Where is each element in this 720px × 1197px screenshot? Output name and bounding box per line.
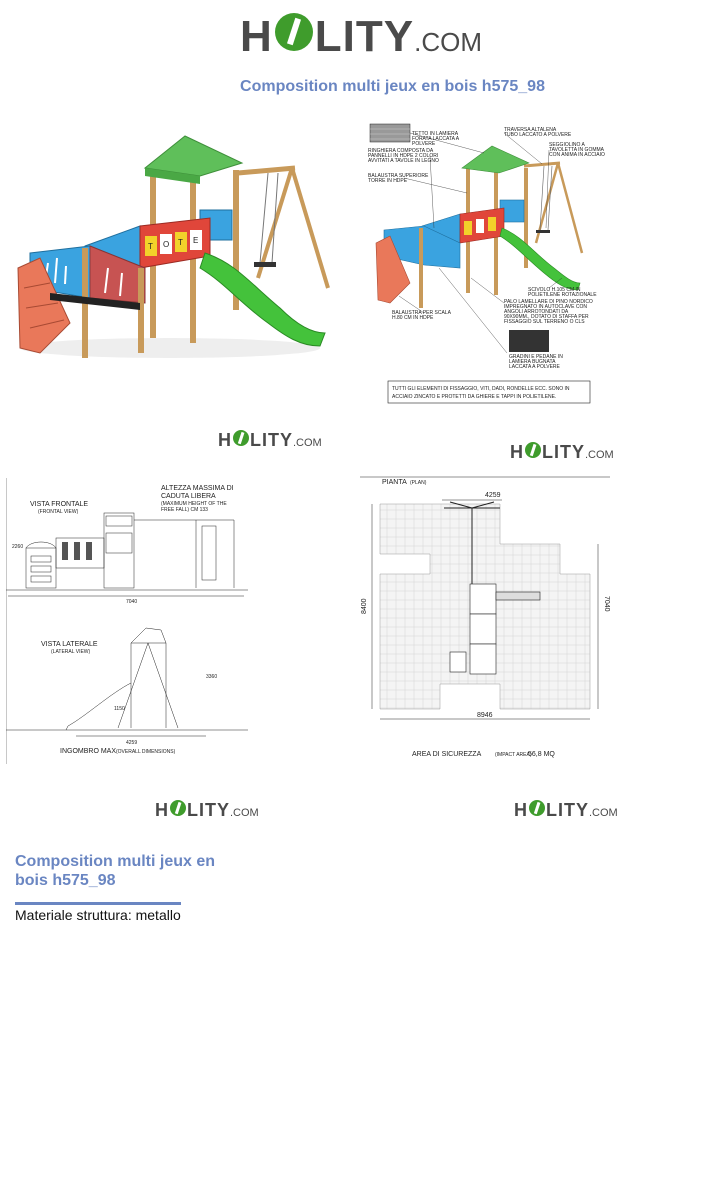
technical-diagram[interactable] [364, 118, 608, 408]
logo-text-h: H [514, 800, 528, 820]
label-upper-rail-1: BALAUSTRA SUPERIORE [368, 173, 429, 179]
plan-bottom-dim: 8946 [477, 712, 493, 719]
label-post-5: FISSAGGIO SUL TERRENO O CLS [504, 319, 585, 325]
label-seat-2: TAVOLETTA IN GOMMA [549, 147, 605, 153]
logo-text-com: .COM [589, 807, 618, 819]
title-underline [15, 902, 181, 905]
holity-logo-small-1 [218, 430, 322, 451]
logo-text-lity: LITY [314, 12, 415, 61]
fall-height-line-1: ALTEZZA MASSIMA DI [161, 485, 234, 492]
logo-text-h: H [218, 430, 232, 450]
logo-text-lity: LITY [546, 800, 589, 820]
bridge-letter-2: O [163, 240, 170, 249]
logo-text-lity: LITY [542, 442, 585, 462]
logo-o-icon [275, 13, 313, 51]
bridge-letter-1: T [148, 242, 153, 251]
label-railing-1: RINGHIERA COMPOSTA DA [368, 148, 434, 154]
logo-o-icon [525, 442, 541, 458]
safety-area-subtitle: (IMPACT AREA) [495, 752, 532, 758]
note-line-2: ACCIAIO ZINCATO E PROTETTI DA GHIERE E TAPPI IN POLIETILENE. [392, 394, 557, 400]
label-post-1: PALO LAMELLARE DI PINO NORDICO [504, 299, 593, 305]
fall-height-line-4: FREE FALL) CM 133 [161, 507, 208, 513]
fall-height-line-3: (MAXIMUM HEIGHT OF THE [161, 501, 227, 507]
holity-logo-small-2 [510, 442, 614, 463]
plan-top-dim: 4259 [485, 492, 501, 499]
logo-text-h: H [155, 800, 169, 820]
logo-text-com: .COM [230, 807, 259, 819]
label-swing-beam-2: TUBO LACCATO A POLVERE [504, 132, 572, 138]
label-steps-1: GRADINI E PEDANE IN [509, 354, 563, 360]
label-post-2: IMPREGNATO IN AUTOCLAVE CON [504, 304, 587, 310]
side-height-dim: 3360 [206, 674, 218, 680]
overall-dimensions-subtitle: (OVERALL DIMENSIONS) [116, 749, 176, 755]
logo-text-lity: LITY [187, 800, 230, 820]
elevation-drawing[interactable] [6, 478, 248, 764]
label-stair-rail-1: BALAUSTRA PER SCALA [392, 310, 451, 316]
label-stair-rail-2: H.80 CM IN HDPE [392, 315, 434, 321]
logo-text-lity: LITY [250, 430, 293, 450]
side-width-dim: 4259 [126, 740, 138, 746]
label-swing-beam-1: TRAVERSA ALTALENA [504, 127, 557, 133]
label-post-4: 90X90MM., DOTATO DI STAFFA PER [504, 314, 589, 320]
plan-right-dim: 7040 [603, 596, 610, 612]
label-steps-3: LACCATA A POLVERE [509, 364, 560, 370]
label-post-3: ANGOLI ARROTONDATI DA [504, 309, 569, 315]
label-roof-3: POLVERE [412, 141, 436, 147]
safety-area-value: 56,8 MQ [528, 751, 555, 758]
plan-left-dim: 8400 [361, 598, 368, 614]
logo-text-h: H [510, 442, 524, 462]
bridge-letter-4: E [193, 236, 199, 245]
label-roof-1: TETTO IN LAMIERA [412, 131, 459, 137]
plan-title: PIANTA [382, 479, 407, 486]
label-railing-2: PANNELLI IN HDPE 2 COLORI [368, 153, 439, 159]
label-upper-rail-2: TORRE IN HDPE [368, 178, 408, 184]
front-view-subtitle: (FRONTAL VIEW) [38, 509, 79, 515]
holity-logo-small-3 [155, 800, 259, 821]
product-image[interactable] [10, 118, 340, 368]
plan-drawing[interactable] [360, 474, 610, 766]
note-line-1: TUTTI GLI ELEMENTI DI FISSAGGIO, VITI, DADI, RONDELLE ECC. SONO IN [392, 386, 570, 392]
front-height-dim: 2260 [12, 544, 24, 550]
material-spec [15, 907, 181, 923]
logo-text-com: .COM [585, 449, 614, 461]
label-roof-2: FORATA LACCATA A [412, 136, 460, 142]
logo-text-com: .COM [414, 27, 482, 57]
plan-subtitle: (PLAN) [410, 480, 427, 486]
side-small-dim: 1150 [114, 706, 125, 712]
label-seat-3: CON ANIMA IN ACCIAIO [549, 152, 605, 158]
label-seat-1: SEGGIOLINO A [549, 142, 585, 148]
holity-logo[interactable] [240, 12, 482, 62]
logo-text-h: H [240, 12, 273, 61]
logo-o-icon [233, 430, 249, 446]
overall-dimensions-title: INGOMBRO MAX [60, 748, 117, 755]
bridge-letter-3: T [178, 238, 183, 247]
label-steps-2: LAMIERA BUGNATA [509, 359, 556, 365]
label-slide-1: SCIVOLO H.105 CM IN [528, 287, 581, 293]
side-view-subtitle: (LATERAL VIEW) [51, 649, 91, 655]
holity-logo-small-4 [514, 800, 618, 821]
logo-o-icon [529, 800, 545, 816]
front-view-title: VISTA FRONTALE [30, 501, 89, 508]
fall-height-line-2: CADUTA LIBERA [161, 493, 216, 500]
label-slide-2: POLIETILENE ROTAZIONALE [528, 292, 597, 298]
safety-area-label: AREA DI SICUREZZA [412, 751, 482, 758]
side-view-title: VISTA LATERALE [41, 641, 98, 648]
page-title: Composition multi jeux en bois h575_98 [240, 78, 545, 95]
front-width-dim: 7040 [126, 599, 138, 605]
logo-o-icon [170, 800, 186, 816]
material-label: Materiale struttura: [15, 907, 132, 923]
label-railing-3: AVVITATI A TAVOLE IN LEGNO [368, 158, 439, 164]
product-title: Composition multi jeux en bois h575_98 [15, 853, 216, 889]
logo-text-com: .COM [293, 437, 322, 449]
material-value: metallo [135, 907, 181, 923]
